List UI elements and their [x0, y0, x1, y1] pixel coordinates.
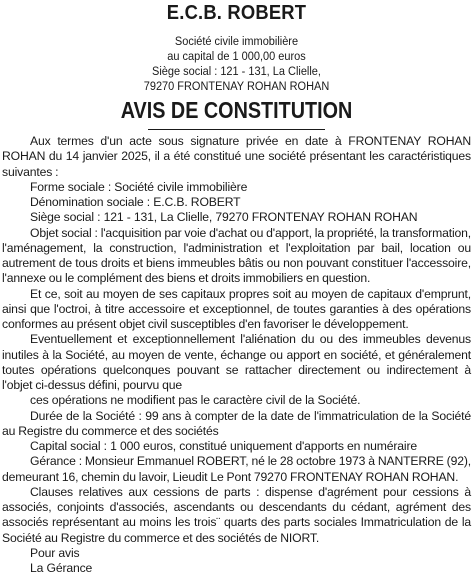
duree-paragraph: Durée de la Société : 99 ans à compter de la date de l'immatriculation de la Société au Registre du commerce et des sociétés: [2, 408, 471, 438]
company-type: Société civile immobilière: [174, 34, 299, 48]
notice-body: [2, 134, 471, 576]
notice-title: AVIS DE CONSTITUTION: [120, 97, 353, 123]
denomination-sociale: Dénomination sociale : E.C.B. ROBERT: [30, 195, 241, 209]
company-address-city: 79270 FRONTENAY ROHAN ROHAN: [143, 79, 330, 93]
gerance-paragraph: Gérance : Monsieur Emmanuel ROBERT, né le 28 octobre 1973 à NANTERRE (92), demeurant 16, chemin du lavoir, Lieudit Le Pont 79270 FRONTENAY ROHAN ROHAN.: [2, 454, 471, 484]
company-address-street: Siège social : 121 - 131, La Clielle,: [152, 64, 321, 78]
moyen-paragraph: Et ce, soit au moyen de ses capitaux propres soit au moyen de capitaux d'emprunt, ainsi que l'octroi, à titre accessoire et exceptionnel, de toutes garanties à des opérations conformes au présent objet civil susceptibles d'en favoriser le développement.: [2, 286, 471, 331]
pour-avis: Pour avis: [30, 545, 80, 560]
operations-line: ces opérations ne modifient pas le caractère civil de la Société.: [30, 393, 361, 408]
forme-sociale: Forme sociale : Société civile immobilière: [30, 179, 248, 194]
siege-social: Siège social : 121 - 131, La Clielle, 79270 FRONTENAY ROHAN ROHAN: [30, 210, 418, 225]
clauses-paragraph: Clauses relatives aux cessions de parts : dispense d'agrément pour cessions à associés, conjoints d'associés, ascendants ou descendants du cédant, agrément des associés représentant au moins les trois¨ quarts des parts sociales Immatriculation de la Société au Registre du commerce et des sociétés de NIORT.: [2, 484, 471, 545]
signature: La Gérance: [30, 561, 93, 575]
objet-social: Objet social : l'acquisition par voie d'achat ou d'apport, la propriété, la transformation, l'aménagement, la construction, l'administration et l'exploitation par bail, location ou autrement de tous droits et biens immeubles bâtis ou non pouvant constituer l'accessoire, l'annexe ou le complément des biens et droits immobiliers en question.: [2, 225, 471, 286]
capital-social: Capital social : 1 000 euros, constitué uniquement d'apports en numéraire: [30, 439, 418, 453]
company-header: [0, 34, 473, 94]
company-capital: au capital de 1 000,00 euros: [167, 49, 306, 63]
company-name: E.C.B. ROBERT: [166, 2, 307, 24]
alienation-paragraph: Eventuellement et exceptionnellement l'aliénation du ou des immeubles devenus inutiles à la Société, au moyen de vente, échange ou apport en société, et généralement toutes opérations quelconques pouvant se rattacher directement ou indirectement à l'objet ci-dessus défini, pourvu que: [2, 332, 471, 392]
intro-paragraph: Aux termes d'un acte sous signature privée en date à FRONTENAY ROHAN ROHAN du 14 janvier 2025, il a été constitué une société présentant les caractéristiques suivantes :: [2, 134, 471, 179]
title-divider: [148, 129, 325, 130]
